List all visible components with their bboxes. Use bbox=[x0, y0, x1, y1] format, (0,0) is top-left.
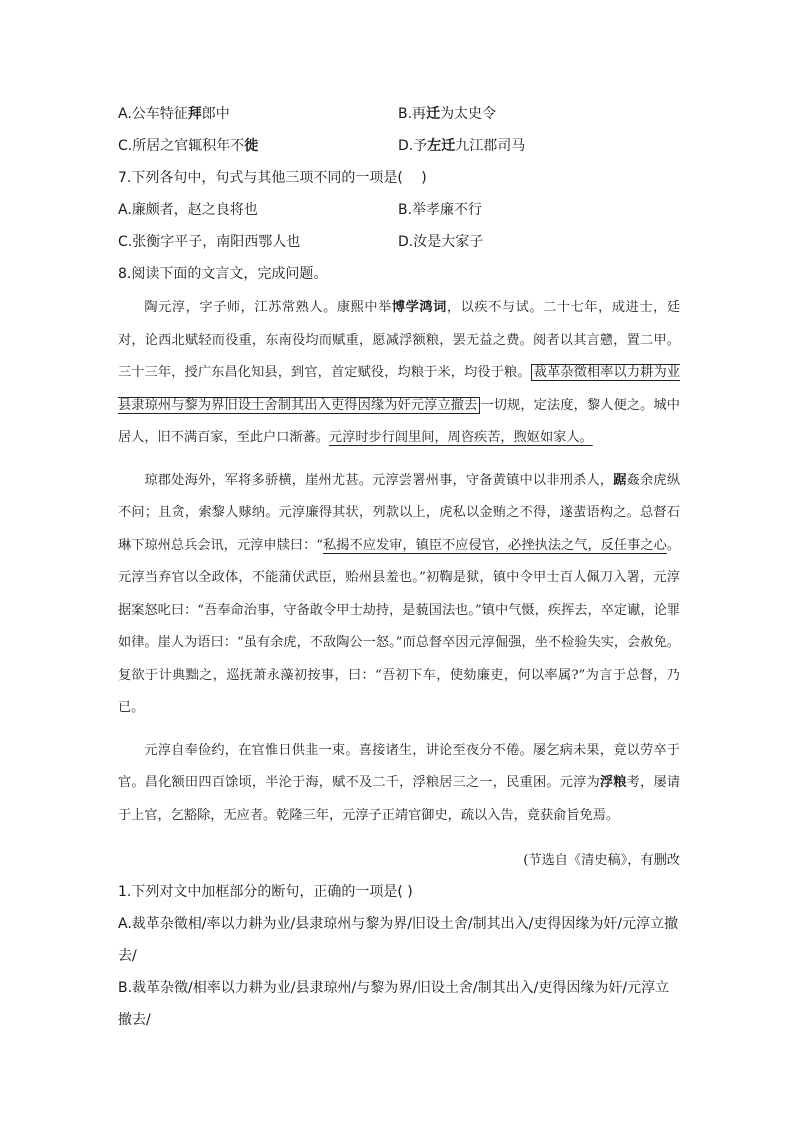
sub-question-1-option-b[interactable]: B.裁革杂徵/相率以力耕为业/县隶琼州/与黎为界/旧设土舍/制其出入/吏得因缘为奸/元淳立撤去/ bbox=[118, 980, 670, 1028]
passage-paragraph-2: 琼郡处海外，军将多骄横，崖州尤甚。元淳尝署州事，守备黄镇中以非刑杀人，踞姦余虎纵不问；且贪，索黎人赇纳。元淳廉得其状，列款以上，虎私以金贿之不得，遂蜚语构之。总督石琳下琼州总兵会讯，元淳申牍曰：“私揭不应发审，镇臣不应侵官，必挫执法之气，反任事之心。元淳当弃官以全政体，不能蒲伏武臣，贻州县羞也。”初鞫是狱，镇中令甲士百人佩刀入署，元淳据案怒叱曰：“吾奉命治事，守备敢令甲士劫持，是藐国法也。”镇中气慑，疾挥去，卒定谳，论罪如律。崖人为语曰：“虽有余虎，不敌陶公一怒。”而总督卒因元淳倔强，坐不检验失实，会赦免。复欲于计典黜之，巡抚萧永藻初按事，曰：“吾初下车，使劾廉吏，何以率属?”为言于总督，乃已。 bbox=[118, 472, 681, 715]
q7-options-row-2 bbox=[118, 226, 680, 258]
q7-option-b[interactable]: B.举孝廉不行 bbox=[398, 202, 483, 218]
q6-option-c[interactable]: C.所居之官辄积年不徙 bbox=[118, 138, 259, 154]
q7-option-c[interactable]: C.张衡字平子，南阳西鄂人也 bbox=[118, 234, 301, 250]
sub-question-1-option-a[interactable]: A.裁革杂徵相/率以力耕为业/县隶琼州与黎为界/旧设土舍/制其出入/吏得因缘为奸/元淳立撤去/ bbox=[118, 916, 679, 964]
classical-passage bbox=[118, 292, 680, 832]
q7-stem: 7.下列各句中，句式与其他三项不同的一项是( ) bbox=[118, 170, 427, 186]
passage-paragraph-1: 陶元淳，字子师，江苏常熟人。康熙中举博学鸿词，以疾不与试。二十七年，成进士，廷对，论西北赋轻而役重，东南役均而赋重，愿减浮额粮，罢无益之费。阅者以其言戆，置二甲。三十三年，授广东昌化知县，到官，首定赋役，均粮于米，均役于粮。 裁革杂徵相率以力耕为业县隶琼州与黎为界旧设土舍制其出入吏得因缘为奸元淳立撤去 一切规，定法度，黎人便之。城中居人，旧不满百家，至此户口渐蕃。元淳时步行闾里间，周咨疾苦，煦妪如家人。 bbox=[118, 300, 681, 445]
q8-stem: 8.阅读下面的文言文，完成问题。 bbox=[118, 266, 328, 282]
document-page bbox=[118, 98, 680, 1036]
q7-options-row-1 bbox=[118, 194, 680, 226]
q6-options-row-2 bbox=[118, 130, 680, 162]
q6-option-d[interactable]: D.予左迁九江郡司马 bbox=[398, 138, 526, 154]
underlined-sentence-2: 私揭不应发审，镇臣不应侵官，必挫执法之气，反任事之心 bbox=[323, 537, 667, 553]
q7-option-d[interactable]: D.汝是大家子 bbox=[398, 234, 484, 250]
boxed-sentence: 裁革杂徵相率以力耕为业县隶琼州与黎为界旧设土舍制其出入吏得因缘为奸元淳立撤去 bbox=[118, 365, 680, 413]
q7-option-a[interactable]: A.廉颇者，赵之良将也 bbox=[118, 202, 258, 218]
passage-paragraph-3: 元淳自奉俭约，在官惟日供韭一束。喜接诸生，讲论至夜分不倦。屡乞病未果，竟以劳卒于官。昌化额田四百馀顷，半沦于海，赋不及二千，浮粮居三之一，民重困。元淳为浮粮考，屡请于上官，乞豁除，无应者。乾隆三年，元淳子正靖官御史，疏以入告，竟获俞旨免焉。 bbox=[118, 742, 681, 823]
sub-question-1-stem: 1.下列对文中加框部分的断句，正确的一项是( ) bbox=[118, 884, 413, 900]
q6-option-a[interactable]: A.公车特征拜郎中 bbox=[118, 106, 230, 122]
q6-options-row-1 bbox=[118, 98, 680, 130]
passage-source: (节选自《清史稿》，有删改 bbox=[523, 853, 680, 868]
underlined-sentence-1: 元淳时步行闾里间，周咨疾苦，煦妪如家人。 bbox=[329, 430, 593, 445]
q6-option-b[interactable]: B.再迁为太史令 bbox=[398, 106, 497, 122]
